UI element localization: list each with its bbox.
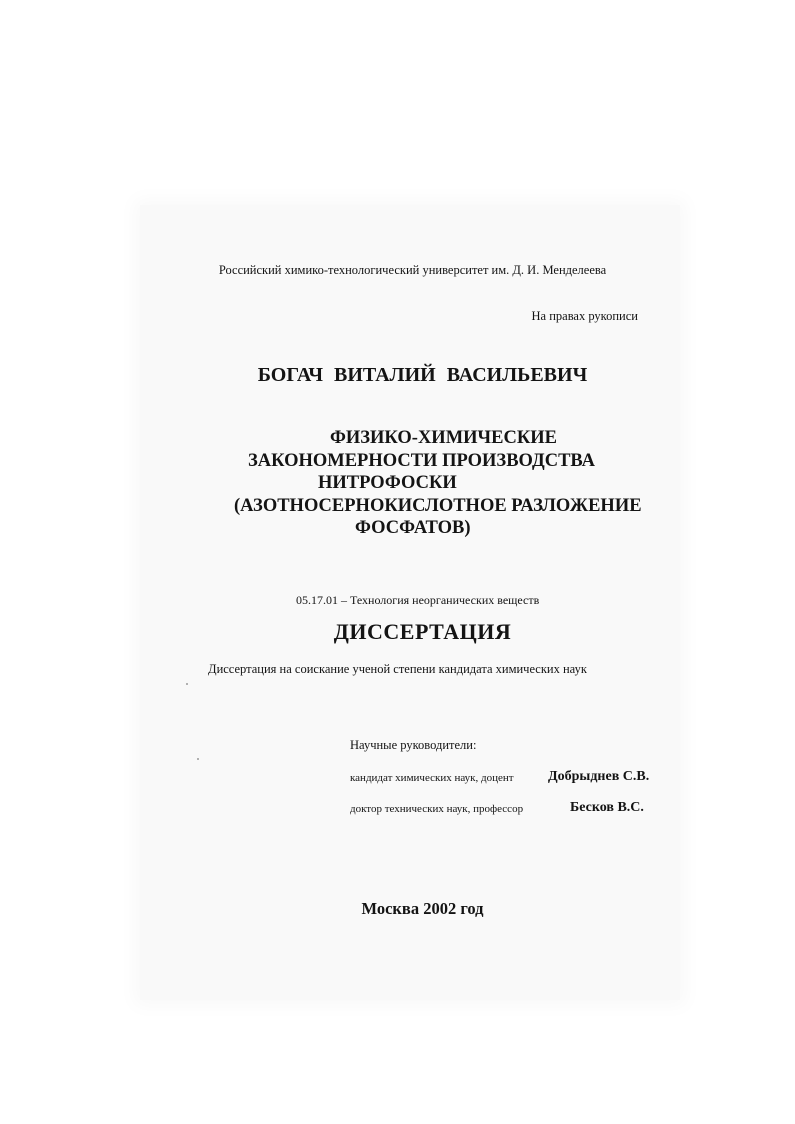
supervisor-name: Добрыднев С.В. <box>548 769 650 784</box>
manuscript-note: На правах рукописи <box>531 309 638 323</box>
scan-speck <box>186 683 188 685</box>
title-line: ФИЗИКО-ХИМИЧЕСКИЕ <box>330 428 557 448</box>
degree-statement: Диссертация на соискание ученой степени кандидата химических наук <box>208 662 587 676</box>
supervisor-name: Бесков В.С. <box>570 800 644 815</box>
supervisor-role: доктор технических наук, профессор <box>350 803 524 815</box>
supervisors-heading: Научные руководители: <box>350 738 477 752</box>
supervisor-role: кандидат химических наук, доцент <box>350 772 514 784</box>
city-and-year: Москва 2002 год <box>361 899 484 918</box>
scan-speck <box>197 758 199 760</box>
title-line: ЗАКОНОМЕРНОСТИ ПРОИЗВОДСТВА <box>248 450 595 471</box>
title-line: ФОСФАТОВ) <box>355 518 471 538</box>
dissertation-title <box>230 427 670 540</box>
document-type-heading: ДИССЕРТАЦИЯ <box>333 619 512 644</box>
title-line: НИТРОФОСКИ <box>318 473 457 493</box>
specialty-code: 05.17.01 – Технология неорганических веществ <box>296 593 540 607</box>
university-name: Российский химико-технологический университет им. Д. И. Менделеева <box>218 263 607 277</box>
author-name: БОГАЧ ВИТАЛИЙ ВАСИЛЬЕВИЧ <box>257 364 588 386</box>
title-line: (АЗОТНОСЕРНОКИСЛОТНОЕ РАЗЛОЖЕНИЕ <box>234 495 642 516</box>
